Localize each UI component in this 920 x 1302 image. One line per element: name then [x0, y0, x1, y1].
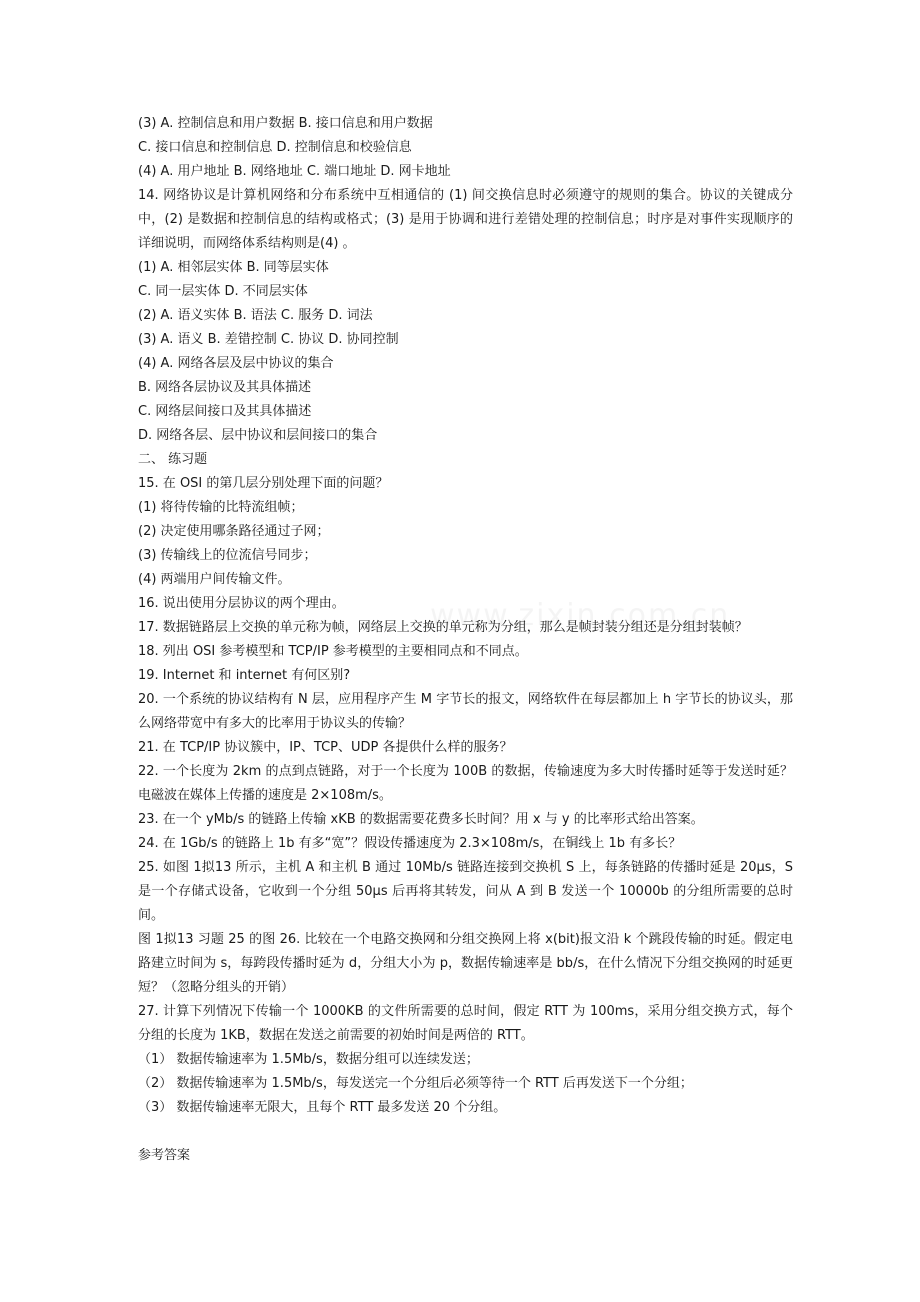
text-line: (1) A. 相邻层实体 B. 同等层实体 [138, 260, 329, 275]
text-line: B. 网络各层协议及其具体描述 [138, 380, 312, 395]
text-line: (3) A. 语义 B. 差错控制 C. 协议 D. 协同控制 [138, 332, 399, 347]
text-line: 二、 练习题 [138, 452, 208, 467]
text-line: 17. 数据链路层上交换的单元称为帧，网络层上交换的单元称为分组，那么是帧封装分组还是分组封装帧？ [138, 620, 748, 635]
text-line: 16. 说出使用分层协议的两个理由。 [138, 596, 345, 611]
text-line: (3) 传输线上的位流信号同步； [138, 548, 317, 563]
text-line: (2) 决定使用哪条路径通过子网； [138, 524, 330, 539]
text-line: C. 同一层实体 D. 不同层实体 [138, 284, 308, 299]
text-line: (2) A. 语义实体 B. 语法 C. 服务 D. 词法 [138, 308, 373, 323]
text-line: (3) A. 控制信息和用户数据 B. 接口信息和用户数据 [138, 116, 433, 131]
text-line: （3） 数据传输速率无限大，且每个 RTT 最多发送 20 个分组。 [138, 1100, 507, 1115]
text-line: C. 接口信息和控制信息 D. 控制信息和校验信息 [138, 140, 412, 155]
text-line: 18. 列出 OSI 参考模型和 TCP/IP 参考模型的主要相同点和不同点。 [138, 644, 528, 659]
text-line: 23. 在一个 yMb/s 的链路上传输 xKB 的数据需要花费多长时间？用 x 与 y 的比率形式给出答案。 [138, 812, 704, 827]
text-line: （2） 数据传输速率为 1.5Mb/s，每发送完一个分组后必须等待一个 RTT 后再发送下一个分组； [138, 1076, 693, 1091]
text-line: D. 网络各层、层中协议和层间接口的集合 [138, 428, 378, 443]
text-line: 24. 在 1Gb/s 的链路上 1b 有多“宽”？假设传播速度为 2.3×108m/s，在铜线上 1b 有多长？ [138, 836, 682, 851]
paragraph: 20. 一个系统的协议结构有 N 层，应用程序产生 M 字节长的报文，网络软件在每层都加上 h 字节长的协议头，那么网络带宽中有多大的比率用于协议头的传输？ [138, 692, 793, 731]
paragraph: 25. 如图 1拟13 所示，主机 A 和主机 B 通过 10Mb/s 链路连接到交换机 S 上，每条链路的传播时延是 20μs，S 是一个存储式设备，它收到一个分组 50μs 后再将其转发，问从 A 到 B 发送一个 10000b 的分组所需要的总时间。 [138, 860, 793, 923]
text-line: (1) 将待传输的比特流组帧； [138, 500, 304, 515]
text-line: 21. 在 TCP/IP 协议簇中，IP、TCP、UDP 各提供什么样的服务？ [138, 740, 513, 755]
text-line: 15. 在 OSI 的第几层分别处理下面的问题？ [138, 476, 389, 491]
paragraph: 图 1拟13 习题 25 的图 26. 比较在一个电路交换网和分组交换网上将 x(bit)报文沿 k 个跳段传输的时延。假定电路建立时间为 s，每跨段传播时延为 d，分组大小为 p，数据传输速率是 bb/s，在什么情况下分组交换网的时延更短？（忽略分组头的开销） [138, 932, 793, 995]
text-line: C. 网络层间接口及其具体描述 [138, 404, 312, 419]
paragraph: 14. 网络协议是计算机网络和分布系统中互相通信的 (1) 间交换信息时必须遵守的规则的集合。协议的关键成分中，(2) 是数据和控制信息的结构或格式；(3) 是用于协调和进行差错处理的控制信息；时序是对事件实现顺序的详细说明，而网络体系结构则是(4) 。 [138, 188, 793, 251]
paragraph: 22. 一个长度为 2km 的点到点链路，对于一个长度为 100B 的数据，传输速度为多大时传播时延等于发送时延？电磁波在媒体上传播的速度是 2×108m/s。 [138, 764, 793, 803]
text-line: 参考答案 [138, 1148, 191, 1163]
text-line: (4) A. 用户地址 B. 网络地址 C. 端口地址 D. 网卡地址 [138, 164, 451, 179]
paragraph: 27. 计算下列情况下传输一个 1000KB 的文件所需要的总时间，假定 RTT 为 100ms，采用分组交换方式，每个分组的长度为 1KB，数据在发送之前需要的初始时间是两倍的 RTT。 [138, 1004, 793, 1043]
text-line: (4) 两端用户间传输文件。 [138, 572, 291, 587]
text-line: (4) A. 网络各层及层中协议的集合 [138, 356, 334, 371]
text-line: 19. Internet 和 internet 有何区别? [138, 668, 351, 683]
text-line: （1） 数据传输速率为 1.5Mb/s，数据分组可以连续发送； [138, 1052, 479, 1067]
document-body [138, 112, 793, 1168]
blank-line [138, 1120, 793, 1144]
